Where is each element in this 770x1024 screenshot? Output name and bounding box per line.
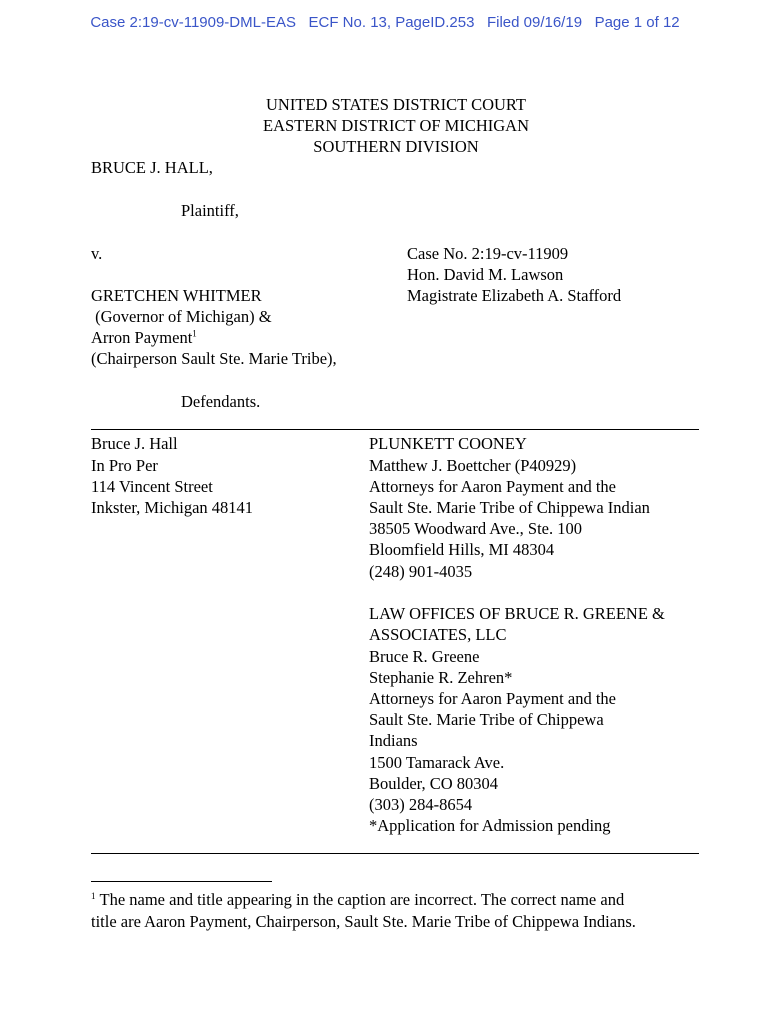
footnote-separator bbox=[91, 881, 272, 882]
defendant-1-name: GRETCHEN WHITMER bbox=[91, 286, 262, 305]
court-district: EASTERN DISTRICT OF MICHIGAN bbox=[263, 116, 529, 135]
counsel1-line: 38505 Woodward Ave., Ste. 100 bbox=[369, 519, 583, 538]
header-filed-date: Filed 09/16/19 bbox=[486, 14, 583, 31]
case-number: Case No. 2:19-cv-11909 bbox=[407, 244, 569, 263]
plaintiff-block-status: In Pro Per bbox=[91, 456, 158, 475]
caption-divider-bottom bbox=[91, 853, 699, 854]
header-case-number: Case 2:19-cv-11909-DML-EAS bbox=[90, 14, 296, 31]
counsel2-line: Attorneys for Aaron Payment and the bbox=[369, 689, 616, 708]
magistrate-name: Magistrate Elizabeth A. Stafford bbox=[407, 286, 622, 305]
counsel2-line: Bruce R. Greene bbox=[369, 647, 480, 666]
footnote-line-2: title are Aaron Payment, Chairperson, Sault Ste. Marie Tribe of Chippewa Indians. bbox=[91, 912, 636, 931]
plaintiff-name: BRUCE J. HALL, bbox=[91, 158, 213, 177]
counsel2-line: LAW OFFICES OF BRUCE R. GREENE & bbox=[369, 604, 665, 623]
counsel2-line: Stephanie R. Zehren* bbox=[369, 668, 513, 687]
counsel1-line: Sault Ste. Marie Tribe of Chippewa Indian bbox=[369, 498, 650, 517]
counsel2-line: (303) 284-8654 bbox=[369, 795, 473, 814]
counsel2-line: Boulder, CO 80304 bbox=[369, 774, 499, 793]
defendant-1-title: (Governor of Michigan) & bbox=[95, 307, 272, 326]
counsel1-line: Matthew J. Boettcher (P40929) bbox=[369, 456, 577, 475]
caption-divider-top bbox=[91, 429, 699, 430]
plaintiff-label: Plaintiff, bbox=[181, 201, 239, 220]
versus: v. bbox=[91, 244, 103, 263]
header-ecf: ECF No. 13, PageID.253 bbox=[308, 14, 475, 31]
footnote-reference: 1 bbox=[192, 328, 197, 339]
defendants-label: Defendants. bbox=[181, 392, 261, 411]
court-division: SOUTHERN DIVISION bbox=[313, 137, 479, 156]
header-page-number: Page 1 of 12 bbox=[594, 14, 680, 31]
counsel2-line: 1500 Tamarack Ave. bbox=[369, 753, 505, 772]
defendant-2-name: Arron Payment$^1$ bbox=[91, 328, 197, 347]
filing-header bbox=[0, 14, 770, 31]
counsel1-line: (248) 901-4035 bbox=[369, 562, 473, 581]
plaintiff-block-city: Inkster, Michigan 48141 bbox=[91, 498, 254, 517]
plaintiff-block-street: 114 Vincent Street bbox=[91, 477, 213, 496]
defendant-2-title: (Chairperson Sault Ste. Marie Tribe), bbox=[91, 349, 337, 368]
plaintiff-block-name: Bruce J. Hall bbox=[91, 434, 178, 453]
footnote-marker: 1 bbox=[91, 891, 96, 901]
counsel1-line: Attorneys for Aaron Payment and the bbox=[369, 477, 616, 496]
counsel2-line: Sault Ste. Marie Tribe of Chippewa bbox=[369, 710, 604, 729]
counsel1-line: Bloomfield Hills, MI 48304 bbox=[369, 540, 555, 559]
court-name: UNITED STATES DISTRICT COURT bbox=[265, 95, 526, 114]
counsel2-line: *Application for Admission pending bbox=[369, 816, 611, 835]
judge-name: Hon. David M. Lawson bbox=[407, 265, 564, 284]
counsel2-line: ASSOCIATES, LLC bbox=[369, 625, 507, 644]
counsel1-line: PLUNKETT COONEY bbox=[369, 434, 527, 453]
counsel2-line: Indians bbox=[369, 731, 418, 750]
footnote-line-1: $^1$ The name and title appearing in the caption are incorrect. The correct name and bbox=[91, 890, 625, 909]
